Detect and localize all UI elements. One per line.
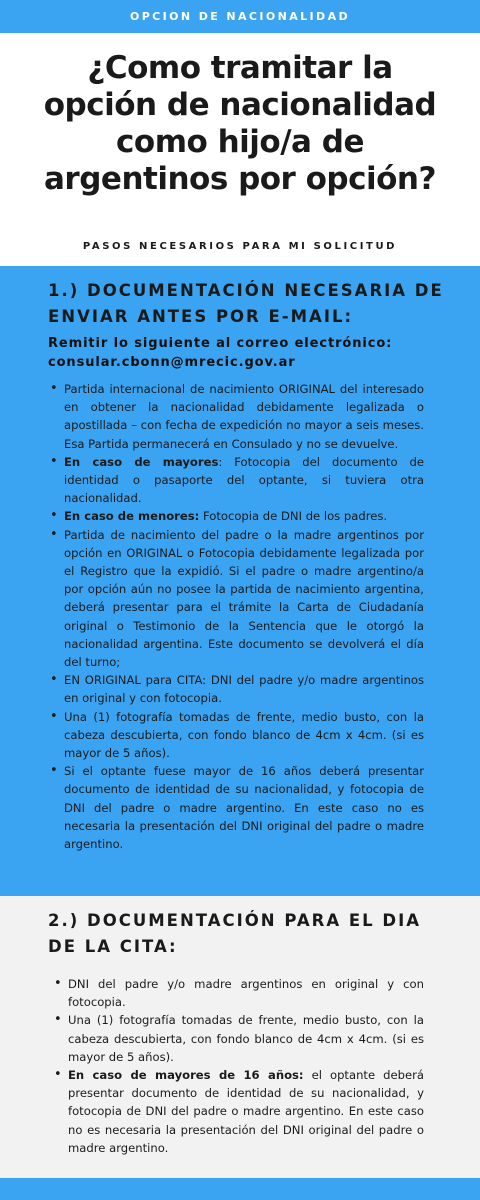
banner-label: OPCION DE NACIONALIDAD [129, 10, 351, 23]
list-item-text: Una (1) fotografía tomadas de frente, medio busto, con la cabeza descubierta, con fondo blanco de 4cm x 4cm. (si es mayor de 5 años). [68, 1013, 424, 1064]
list-item-text: : Fotocopia del documento de identidad o pasaporte del optante, si tuviera otra nacionalidad. [64, 454, 424, 506]
list-item [52, 1066, 424, 1157]
email-address[interactable]: consular.cbonn@mrecic.gov.ar [48, 355, 296, 370]
list-item [48, 708, 424, 763]
list-item-text: Partida de nacimiento del padre o la madre argentinos por opción en ORIGINAL o Fotocopia debidamente legalizada por el Registro que la expidió. Si el padre o madre argentino/a por opción aún no posee la partida de nacimiento argentina, deberá presentar para el trámite la Carta de Ciudadanía original o Testimonio de la Sentencia que le otorgó la nacionalidad argentina. Este documento se devolverá el día del turno; [64, 527, 424, 670]
list-item [48, 762, 424, 853]
bottom-banner [0, 1178, 480, 1200]
list-item [52, 1011, 424, 1066]
list-item [48, 507, 424, 525]
section-1-heading: 1.) DOCUMENTACIÓN NECESARIA DE ENVIAR ANTES POR E-MAIL: [48, 281, 444, 326]
list-item-bold: En caso de menores: [64, 509, 200, 524]
section-2-heading: 2.) DOCUMENTACIÓN PARA EL DIA DE LA CITA: [48, 911, 422, 956]
section-2-list [52, 975, 424, 1157]
list-item [52, 975, 424, 1011]
list-item [48, 453, 424, 508]
list-item-text: Si el optante fuese mayor de 16 años deberá presentar documento de identidad de su nacionalidad, y fotocopia de DNI del padre o madre argentino. En este caso no es necesaria la presentación del DNI original del padre o madre argentino. [64, 764, 424, 852]
page-title: ¿Como tramitar la opción de nacionalidad como hijo/a de argentinos por opción? [43, 50, 437, 197]
list-item-bold: En caso de mayores de 16 años: [68, 1068, 304, 1083]
list-item-text: EN ORIGINAL para CITA: DNI del padre y/o madre argentinos en original y con fotocopia. [64, 673, 424, 706]
page-subtitle: PASOS NECESARIOS PARA MI SOLICITUD [82, 241, 398, 252]
list-item-text: Partida internacional de nacimiento ORIGINAL del interesado en obtener la nacionalidad debidamente legalizada o apostillada – con fecha de expedición no mayor a seis meses. Esa Partida permanecerá en Consulado y no se devuelve. [64, 382, 424, 451]
list-item [48, 526, 424, 672]
remit-label: Remitir lo siguiente al correo electrónico: [48, 336, 393, 351]
list-item-text: Fotocopia de DNI de los padres. [199, 509, 388, 524]
section-1-list [48, 380, 424, 853]
list-item-text: Una (1) fotografía tomadas de frente, medio busto, con la cabeza descubierta, con fondo blanco de 4cm x 4cm. (si es mayor de 5 años). [64, 709, 424, 761]
list-item [48, 671, 424, 707]
top-banner [0, 0, 480, 33]
list-item [48, 380, 424, 453]
list-item-text: DNI del padre y/o madre argentinos en original y con fotocopia. [68, 977, 424, 1010]
list-item-bold: En caso de mayores [64, 454, 219, 469]
list-item-text: el optante deberá presentar documento de identidad de su nacionalidad, y fotocopia de DNI del padre o madre argentino. En este caso no es necesaria la presentación del DNI original del padre o madre argentino. [68, 1068, 424, 1155]
remit-instructions [48, 334, 458, 372]
